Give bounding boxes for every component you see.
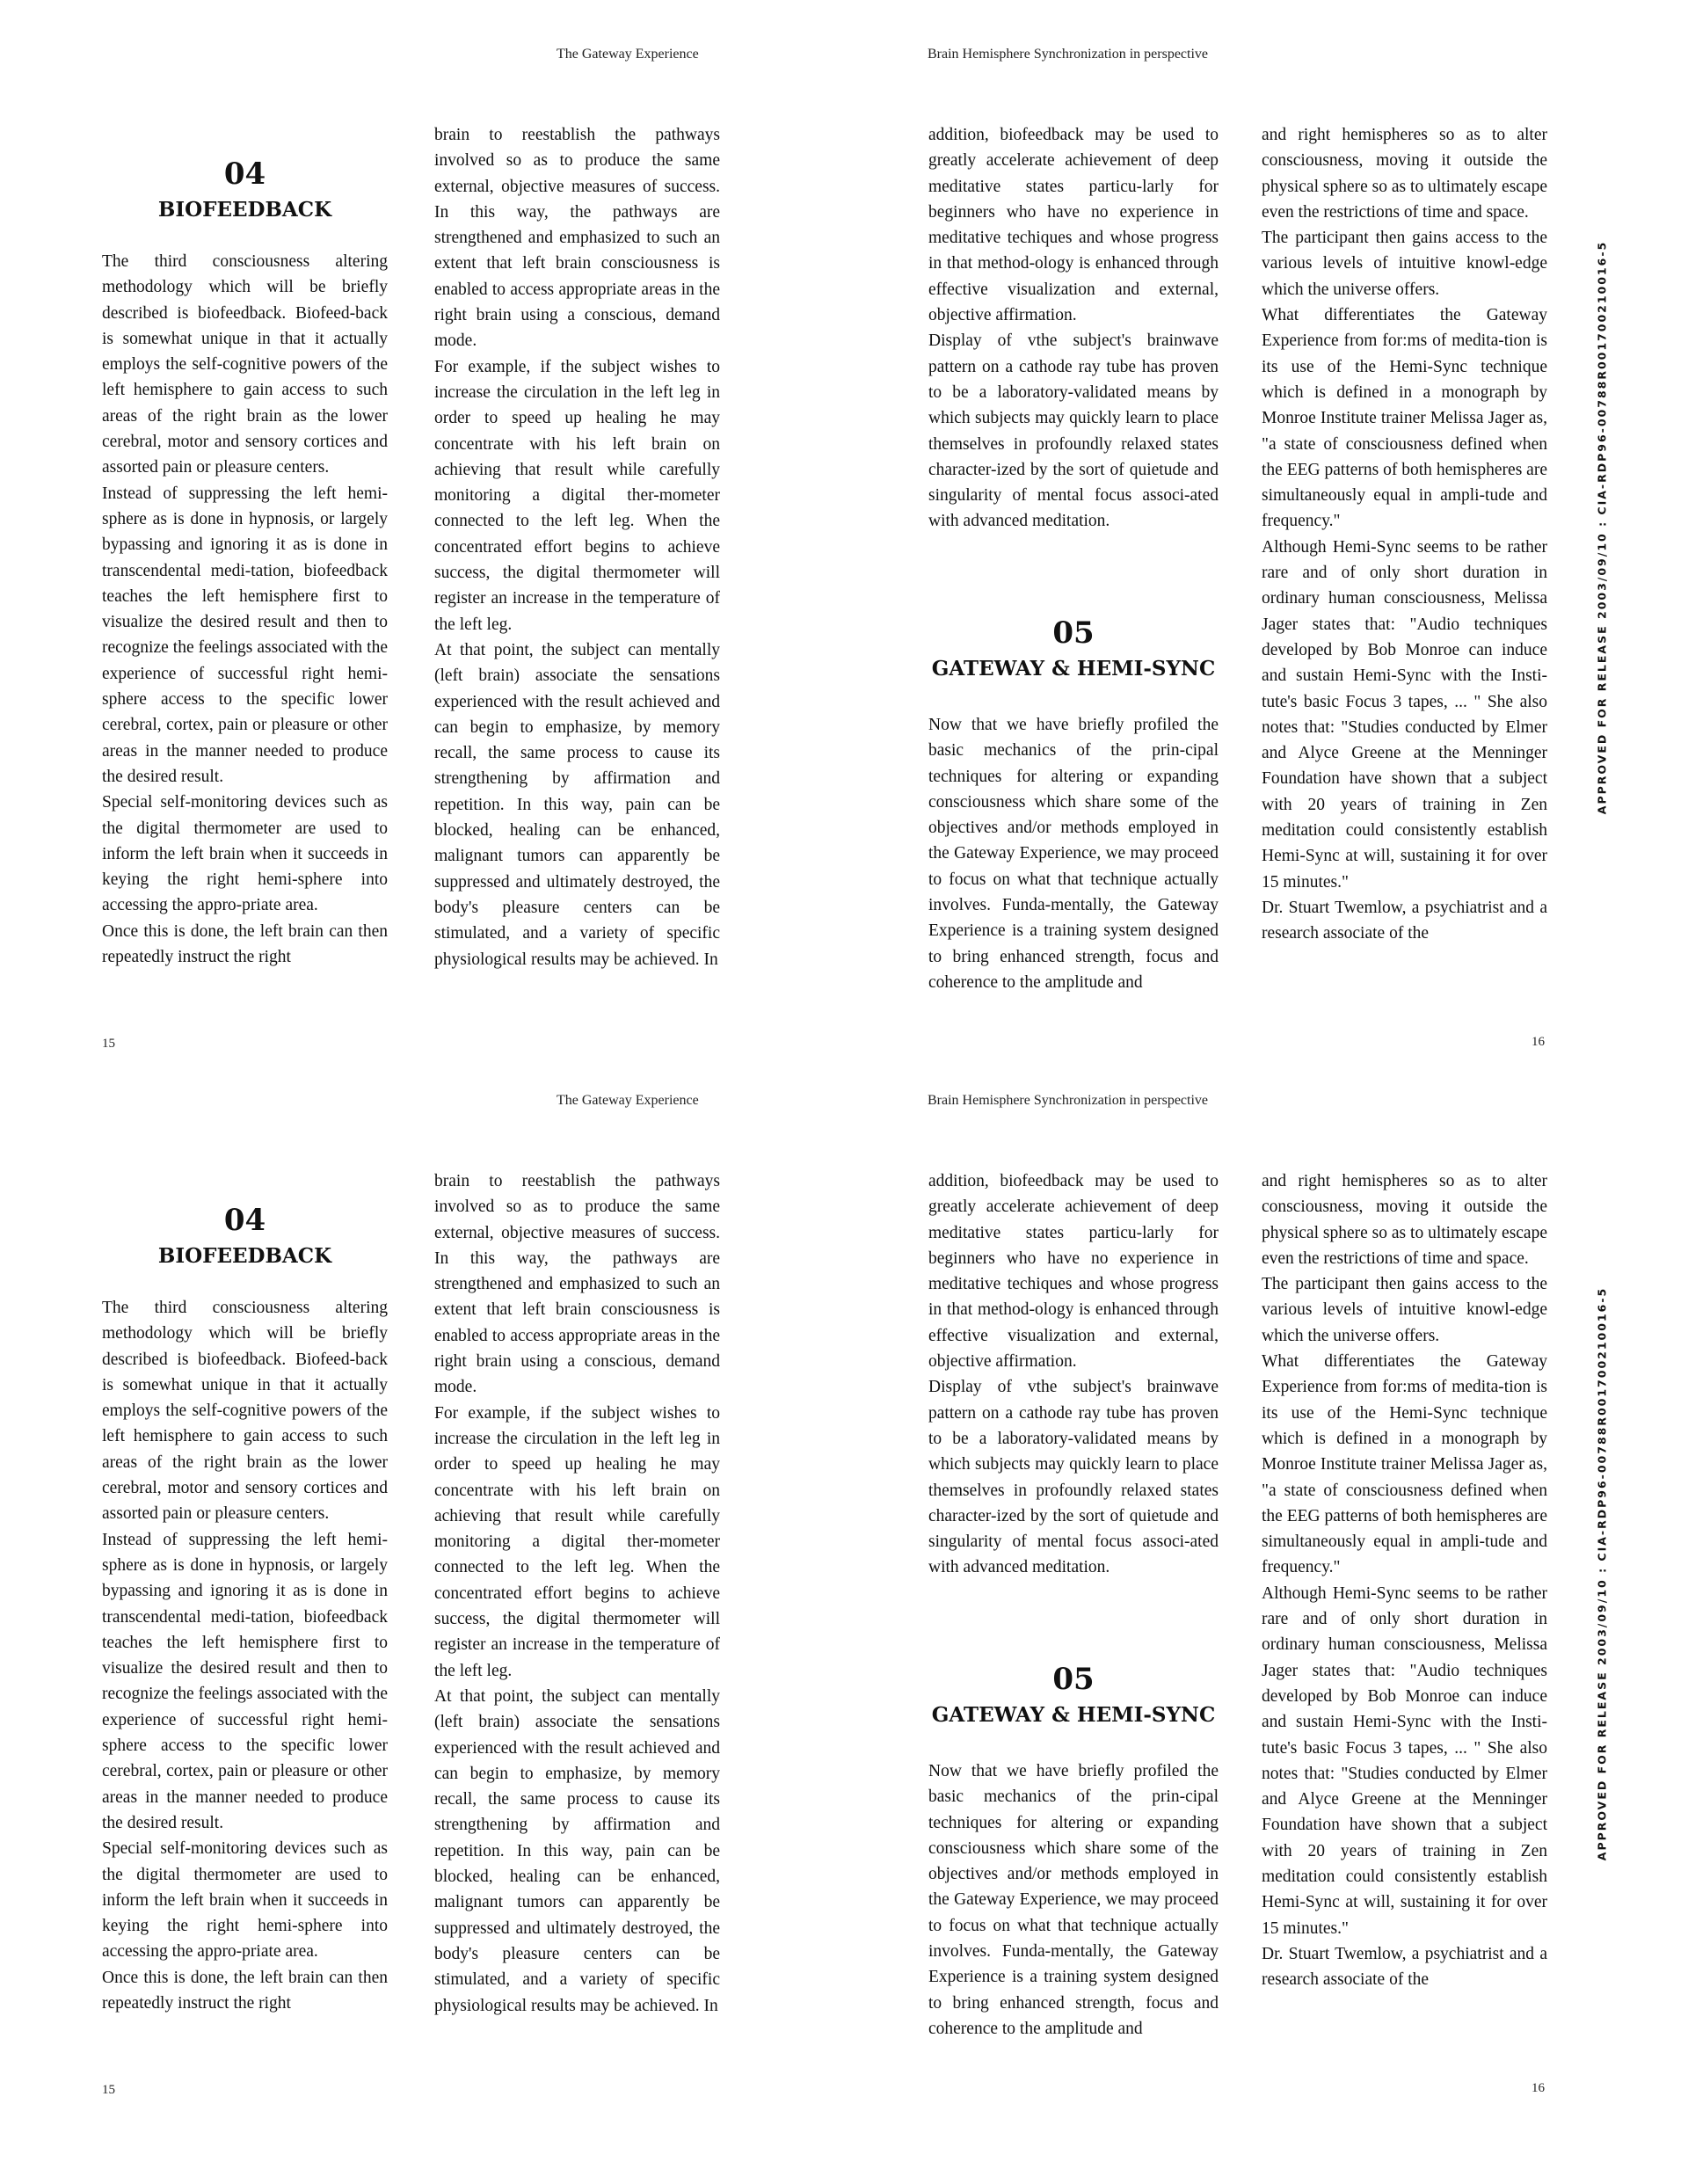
paragraph: What differentiates the Gateway Experience from for:ms of medita-tion is its use of the Hemi-Sync technique which is defined in a monograph by Monroe Institute trainer Melissa Jager as, "a state of consciousness defined when the EEG patterns of both hemispheres are simultaneously equal in ampli-tude and frequency."	[1262, 1352, 1547, 1577]
text-column-3	[928, 1168, 1219, 1581]
paragraph: addition, biofeedback may be used to greatly accelerate achievement of deep meditative states particu-larly for beginners who have no experience in meditative techiques and whose progress in that method-ology is enhanced through effective visualization and external, objective affirmation.	[928, 1172, 1219, 1372]
section-04-title: BIOFEEDBACK	[157, 1244, 332, 1268]
paragraph: Dr. Stuart Twemlow, a psychiatrist and a research associate of the	[1262, 898, 1547, 943]
section-05-title: GATEWAY & HEMI-SYNC	[931, 1703, 1216, 1727]
section-04-number: 04	[223, 157, 266, 192]
text-column-3-lower	[928, 712, 1219, 995]
paragraph: The participant then gains access to the various levels of intuitive knowl-edge which the universe offers.	[1262, 229, 1547, 299]
paragraph: Now that we have briefly profiled the basic mechanics of the prin-cipal techniques for altering or expanding consciousness which share some of the objectives and/or methods employed in the Gateway Experience, we may proceed to focus on what that technique actually involves. Funda-mentally, the Gateway Experience is a training system designed to bring enhanced strength, focus and coherence to the amplitude and	[928, 1762, 1219, 2038]
paragraph: and right hemispheres so as to alter consciousness, moving it outside the physical sphere so as to ultimately escape even the restrictions of time and space.	[1262, 126, 1547, 222]
page-number-right: 16	[1532, 1035, 1545, 1049]
section-05-title: GATEWAY & HEMI-SYNC	[931, 657, 1216, 681]
paragraph: Special self-monitoring devices such as the digital thermometer are used to inform the left brain when it succeeds in keying the right hemi-sphere into accessing the appro-priate area.	[102, 1839, 388, 1962]
paragraph: Instead of suppressing the left hemi-sphere as is done in hypnosis, or largely bypassing and ignoring it as is done in transcendental medi-tation, biofeedback teaches the left hemisphere first to visualize the desired result and then to recognize the feelings associated with the experience of successful right hemi-sphere access to the specific lower cerebral, cortex, pain or pleasure or other areas in the manner needed to produce the desired result.	[102, 484, 388, 786]
text-column-3	[928, 122, 1219, 535]
running-head-left: The Gateway Experience	[557, 1093, 699, 1108]
section-05-number: 05	[1052, 615, 1095, 651]
running-head-right: Brain Hemisphere Synchronization in perspective	[928, 47, 1209, 62]
paragraph: For example, if the subject wishes to increase the circulation in the left leg in order to speed up healing he may concentrate with his left brain on achieving that result while carefully monitoring a digital ther-mometer connected to the left leg. When the concentrated effort begins to achieve success, the digital thermometer will register an increase in the temperature of the left leg.	[434, 1403, 720, 1680]
page-number-left: 15	[102, 2083, 115, 2097]
section-05-heading	[928, 615, 1219, 682]
paragraph: Special self-monitoring devices such as the digital thermometer are used to inform the left brain when it succeeds in keying the right hemi-sphere into accessing the appro-priate area.	[102, 793, 388, 915]
paragraph: Now that we have briefly profiled the basic mechanics of the prin-cipal techniques for altering or expanding consciousness which share some of the objectives and/or methods employed in the Gateway Experience, we may proceed to focus on what that technique actually involves. Funda-mentally, the Gateway Experience is a training system designed to bring enhanced strength, focus and coherence to the amplitude and	[928, 716, 1219, 992]
text-column-2	[434, 122, 720, 972]
paragraph: Dr. Stuart Twemlow, a psychiatrist and a research associate of the	[1262, 1944, 1547, 1990]
text-column-3-lower	[928, 1758, 1219, 2042]
paragraph: Although Hemi-Sync seems to be rather rare and of only short duration in ordinary human consciousness, Melissa Jager states that: "Audio techniques developed by Bob Monroe can induce and sustain Hemi-Sync with the Insti-tute's basic Focus 3 tapes, ... " She also notes that: "Studies conducted by Elmer and Alyce Greene at the Menninger Foundation have shown that a subject with 20 years of training in Zen meditation could consistently establish Hemi-Sync at will, sustaining it for over 15 minutes."	[1262, 537, 1547, 892]
running-head-right: Brain Hemisphere Synchronization in perspective	[928, 1093, 1209, 1108]
paragraph: and right hemispheres so as to alter consciousness, moving it outside the physical sphere so as to ultimately escape even the restrictions of time and space.	[1262, 1172, 1547, 1268]
paragraph: At that point, the subject can mentally (left brain) associate the sensations experienced with the result achieved and can begin to emphasize, by memory recall, the same process to cause its strengthening by affirmation and repetition. In this way, pain can be blocked, healing can be enhanced, malignant tumors can apparently be suppressed and ultimately destroyed, the body's pleasure centers can be stimulated, and a variety of specific physiological results may be achieved. In	[434, 1686, 720, 2015]
text-column-4	[1262, 1168, 1547, 1993]
text-column-1	[102, 249, 388, 970]
paragraph: The third consciousness altering methodology which will be briefly described is biofeedback. Biofeed-back is somewhat unique in that it actually employs the self-cognitive powers of the left hemisphere to gain access to such areas of the right brain as the lower cerebral, motor and sensory cortices and assorted pain or pleasure centers.	[102, 1299, 388, 1524]
page-number-left: 15	[102, 1037, 115, 1051]
section-04-heading	[102, 157, 388, 223]
text-column-1	[102, 1295, 388, 2016]
running-head-left: The Gateway Experience	[557, 47, 699, 62]
paragraph: What differentiates the Gateway Experience from for:ms of medita-tion is its use of the Hemi-Sync technique which is defined in a monograph by Monroe Institute trainer Melissa Jager as, "a state of consciousness defined when the EEG patterns of both hemispheres are simultaneously equal in ampli-tude and frequency."	[1262, 306, 1547, 531]
paragraph: brain to reestablish the pathways involved so as to produce the same external, objective measures of success. In this way, the pathways are strengthened and emphasized to such an extent that left brain consciousness is enabled to access appropriate areas in the right brain using a conscious, demand mode.	[434, 1172, 720, 1397]
text-column-4	[1262, 122, 1547, 947]
section-04-heading	[102, 1203, 388, 1270]
paragraph: Once this is done, the left brain can then repeatedly instruct the right	[102, 1968, 388, 2013]
paragraph: The third consciousness altering methodology which will be briefly described is biofeedback. Biofeed-back is somewhat unique in that it actually employs the self-cognitive powers of the left hemisphere to gain access to such areas of the right brain as the lower cerebral, motor and sensory cortices and assorted pain or pleasure centers.	[102, 252, 388, 477]
paragraph: brain to reestablish the pathways involved so as to produce the same external, objective measures of success. In this way, the pathways are strengthened and emphasized to such an extent that left brain consciousness is enabled to access appropriate areas in the right brain using a conscious, demand mode.	[434, 126, 720, 351]
release-stamp: APPROVED FOR RELEASE 2003/09/10 : CIA-RDP96-00788R001700210016-5	[1595, 240, 1609, 815]
paragraph: Although Hemi-Sync seems to be rather rare and of only short duration in ordinary human consciousness, Melissa Jager states that: "Audio techniques developed by Bob Monroe can induce and sustain Hemi-Sync with the Insti-tute's basic Focus 3 tapes, ... " She also notes that: "Studies conducted by Elmer and Alyce Greene at the Menninger Foundation have shown that a subject with 20 years of training in Zen meditation could consistently establish Hemi-Sync at will, sustaining it for over 15 minutes."	[1262, 1583, 1547, 1938]
paragraph: Display of vthe subject's brainwave pattern on a cathode ray tube has proven to be a laboratory-validated means by which subjects may quickly learn to place themselves in profoundly relaxed states character-ized by the sort of quietude and singularity of mental focus associ-ated with advanced meditation.	[928, 1378, 1219, 1577]
section-05-heading	[928, 1662, 1219, 1729]
paragraph: For example, if the subject wishes to increase the circulation in the left leg in order to speed up healing he may concentrate with his left brain on achieving that result while carefully monitoring a digital ther-mometer connected to the left leg. When the concentrated effort begins to achieve success, the digital thermometer will register an increase in the temperature of the left leg.	[434, 357, 720, 634]
release-stamp: APPROVED FOR RELEASE 2003/09/10 : CIA-RDP96-00788R001700210016-5	[1595, 1286, 1609, 1861]
section-04-number: 04	[223, 1203, 266, 1238]
section-05-number: 05	[1052, 1662, 1095, 1697]
paragraph: Once this is done, the left brain can then repeatedly instruct the right	[102, 921, 388, 967]
paragraph: At that point, the subject can mentally (left brain) associate the sensations experienced with the result achieved and can begin to emphasize, by memory recall, the same process to cause its strengthening by affirmation and repetition. In this way, pain can be blocked, healing can be enhanced, malignant tumors can apparently be suppressed and ultimately destroyed, the body's pleasure centers can be stimulated, and a variety of specific physiological results may be achieved. In	[434, 640, 720, 969]
page-number-right: 16	[1532, 2081, 1545, 2095]
page-spread-top	[0, 0, 1688, 1051]
section-04-title: BIOFEEDBACK	[157, 198, 332, 222]
paragraph: The participant then gains access to the various levels of intuitive knowl-edge which the universe offers.	[1262, 1275, 1547, 1345]
paragraph: addition, biofeedback may be used to greatly accelerate achievement of deep meditative states particu-larly for beginners who have no experience in meditative techiques and whose progress in that method-ology is enhanced through effective visualization and external, objective affirmation.	[928, 126, 1219, 325]
paragraph: Display of vthe subject's brainwave pattern on a cathode ray tube has proven to be a laboratory-validated means by which subjects may quickly learn to place themselves in profoundly relaxed states character-ized by the sort of quietude and singularity of mental focus associ-ated with advanced meditation.	[928, 331, 1219, 531]
text-column-2	[434, 1168, 720, 2019]
page-spread-bottom	[0, 1046, 1688, 2097]
paragraph: Instead of suppressing the left hemi-sphere as is done in hypnosis, or largely bypassing and ignoring it as is done in transcendental medi-tation, biofeedback teaches the left hemisphere first to visualize the desired result and then to recognize the feelings associated with the experience of successful right hemi-sphere access to the specific lower cerebral, cortex, pain or pleasure or other areas in the manner needed to produce the desired result.	[102, 1530, 388, 1832]
